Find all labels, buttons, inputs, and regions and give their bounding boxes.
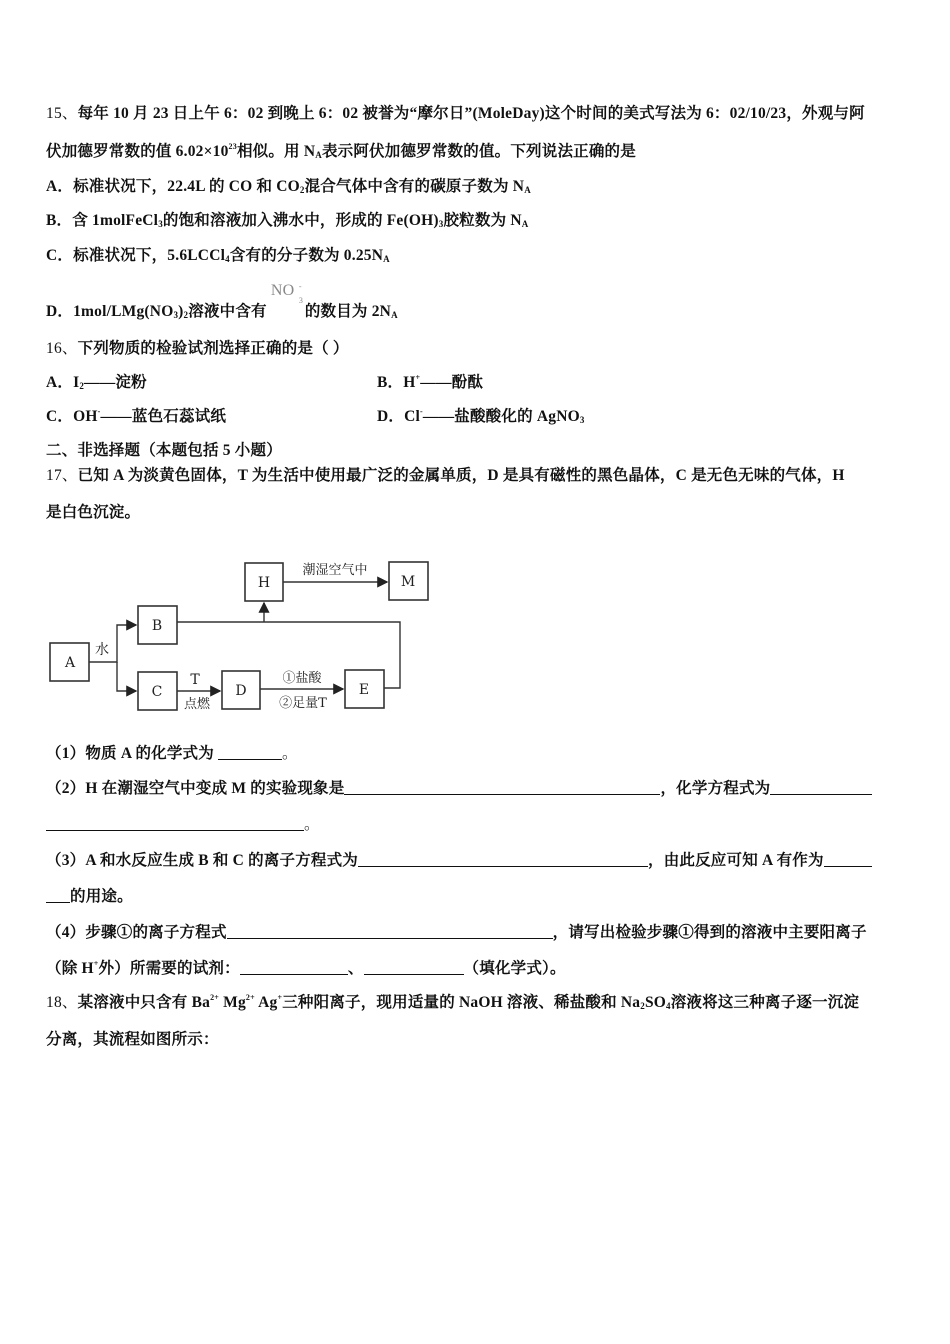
label-step1: ①盐酸 [282, 671, 322, 686]
answer-blank[interactable] [358, 852, 648, 867]
nitrate-ion-image: NO - 3 [270, 282, 304, 305]
label-step2: ②足量T [279, 696, 327, 711]
label-water: 水 [95, 642, 109, 658]
answer-blank[interactable] [770, 780, 872, 795]
q15-option-a: A．标准状况下，22.4L 的 CO 和 $CO_2$混合气体中含有的碳原子数为 $N_A$ [46, 178, 531, 195]
reaction-flow-diagram [40, 550, 440, 720]
q16-option-d: D．Cl-——盐酸酸化的 AgNO$_3$ [377, 407, 585, 425]
q16-stem: 16、下列物质的检验试剂选择正确的是（ ） [46, 340, 349, 357]
q18-stem-line2: 分离，其流程如图所示： [46, 1031, 219, 1048]
answer-blank[interactable] [46, 888, 70, 903]
q17-sub1: （1）物质 A 的化学式为 。 [46, 745, 298, 762]
q17-sub3-cont: 的用途。 [46, 884, 133, 906]
q15-option-c: C．标准状况下，5.6LCCl$_4$含有的分子数为 $0.25N_A$ [46, 247, 390, 264]
answer-blank[interactable] [218, 745, 282, 760]
q17-sub4: （4）步骤①的离子方程式 ，请写出检验步骤①得到的溶液中主要阳离子 [46, 924, 867, 941]
q15-number: 15、 [46, 105, 78, 122]
q17-sub2: （2）H 在潮湿空气中变成 M 的实验现象是 ，化学方程式为 [46, 776, 872, 798]
label-a: A [64, 655, 76, 671]
q17-sub3: （3）A 和水反应生成 B 和 C 的离子方程式为 ，由此反应可知 A 有作为 [46, 848, 872, 870]
q15-option-b: B．含 1molFeCl$_3$的饱和溶液加入沸水中，形成的 $Fe(OH)_3$胶粒数为 $N_A$ [46, 212, 529, 229]
q17-stem-line1: 17、已知 A 为淡黄色固体，T 为生活中使用最广泛的金属单质，D 是具有磁性的黑色晶体，C 是无色无味的气体，H [46, 467, 845, 484]
label-h: H [257, 575, 271, 591]
q18-stem-line1: 18、某溶液中只含有 $Ba^{2+}$ $Mg^{2+}$ Ag+三种阳离子，现用适量的 NaOH 溶液、稀盐酸和 $Na_2SO_4$溶液将这三种离子逐一沉淀 [46, 993, 860, 1011]
answer-blank[interactable] [227, 924, 553, 939]
label-d: D [235, 683, 247, 699]
answer-blank[interactable] [344, 780, 660, 795]
q17-sub4-cont: （除 H+外）所需要的试剂： 、 （填化学式）。 [46, 959, 566, 977]
label-c: C [151, 684, 163, 700]
answer-blank[interactable] [824, 852, 872, 867]
q15-stem-line2: 伏加德罗常数的值 $6.02\times 10^{23}$相似。用 $N_A$表示阿伏加德罗常数的值。下列说法正确的是 [46, 142, 636, 160]
answer-blank[interactable] [240, 960, 348, 975]
answer-blank[interactable] [364, 960, 464, 975]
label-e: E [358, 682, 370, 698]
label-t: T [190, 672, 200, 688]
label-m: M [400, 574, 416, 590]
q17-sub2-cont: 。 [46, 812, 320, 834]
q16-option-c: C．OH-——蓝色石蕊试纸 [46, 407, 227, 425]
answer-blank[interactable] [46, 816, 304, 831]
q15-option-d: D．$1mol/LMg(NO_3)_2$溶液中含有 NO - 3 的数目为 $2N_A$ [46, 282, 398, 320]
q15-stem-line1: 15、每年 10 月 23 日上午 6：02 到晚上 6：02 被誉为“摩尔日”(MoleDay)这个时间的美式写法为 6：02/10/23，外观与阿 [46, 105, 865, 122]
label-ignite: 点燃 [183, 697, 211, 712]
section-2-heading: 二、非选择题（本题包括 5 小题） [46, 442, 282, 459]
q16-option-a: A．$I_2——$淀粉 [46, 374, 147, 391]
label-humid-air: 潮湿空气中 [302, 563, 368, 578]
q17-stem-line2: 是白色沉淀。 [46, 504, 141, 521]
q16-option-b: B．H+——酚酞 [377, 373, 484, 391]
label-b: B [151, 618, 163, 634]
